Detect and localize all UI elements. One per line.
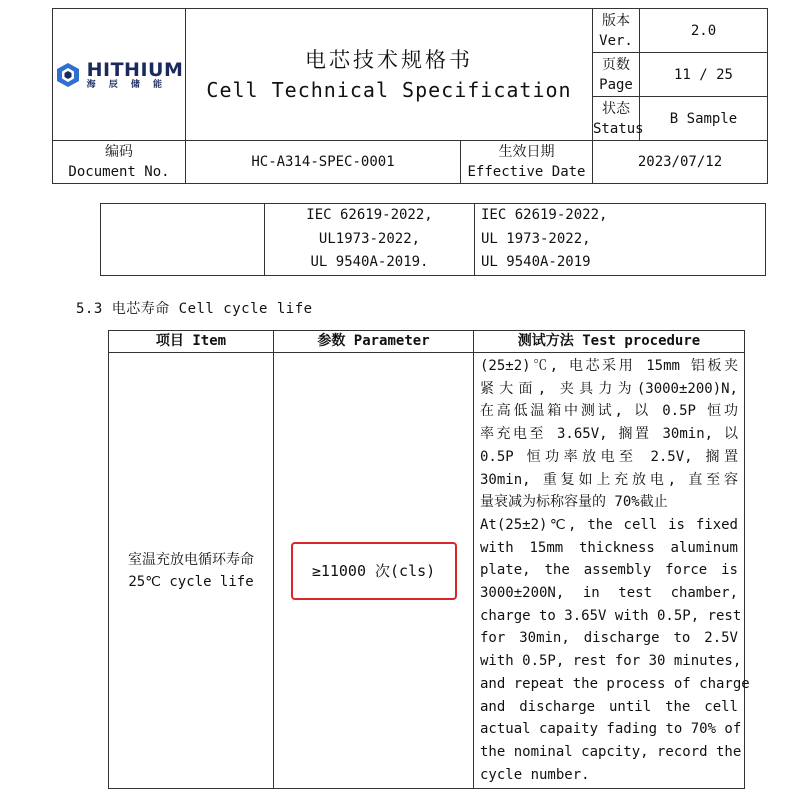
page-label [593, 53, 640, 97]
standard-line: IEC 62619-2022, [306, 207, 433, 223]
effective-date-label-cn: 生效日期 [498, 144, 555, 160]
standard-line: UL 9540A-2019 [481, 254, 591, 270]
brand-subtitle: 海 辰 储 能 [86, 79, 168, 90]
document-header [52, 8, 768, 184]
status-label [593, 97, 644, 141]
procedure-line: 在高低温箱中测试, 以 0.5P 恒功 [480, 403, 738, 420]
section-heading: 5.3 电芯寿命 Cell cycle life [76, 301, 313, 317]
procedure-line: cycle number. [480, 766, 590, 783]
page-label-en: Page [599, 76, 633, 93]
page-value: 11 / 25 [640, 53, 768, 97]
hexagon-logo-icon [55, 62, 81, 88]
procedure-line: 率充电至 3.65V, 搁置 30min, 以 [480, 426, 738, 443]
status-label-en: Status [593, 120, 644, 137]
procedure-line: 30min, 重复如上充放电, 直至容 [480, 471, 738, 488]
procedure-cell [474, 353, 750, 789]
column-header-item: 项目 Item [109, 331, 274, 353]
document-no-label-cn: 编码 [105, 144, 133, 160]
procedure-line: and discharge until the cell [480, 698, 738, 715]
standards-cell-3 [475, 204, 766, 276]
column-header-procedure: 测试方法 Test procedure [474, 331, 745, 353]
standard-line: UL 1973-2022, [481, 230, 591, 247]
company-logo [53, 60, 185, 90]
highlighted-parameter: ≥11000 次(cls) [291, 542, 457, 600]
version-value: 2.0 [640, 9, 768, 53]
procedure-line: 0.5P 恒功率放电至 2.5V, 搁置 [480, 448, 738, 465]
procedure-line: 3000±200N, in test chamber, [480, 585, 738, 602]
brand-name: HITHIUM [86, 58, 184, 81]
procedure-line: At(25±2)℃, the cell is fixed [480, 516, 738, 533]
status-value: B Sample [640, 97, 768, 141]
document-title-cell [186, 9, 593, 141]
page-label-cn: 页数 [602, 56, 630, 73]
effective-date-label [461, 141, 593, 184]
document-no-label-en: Document No. [68, 164, 170, 180]
standard-line: UL 9540A-2019. [310, 254, 429, 270]
logo-cell [53, 9, 186, 141]
effective-date-value: 2023/07/12 [593, 141, 768, 184]
item-cell [109, 353, 274, 789]
procedure-text [480, 355, 750, 786]
document-title-en: Cell Technical Specification [206, 77, 572, 102]
item-line-en: 25℃ cycle life [128, 573, 254, 590]
procedure-line: and repeat the process of charge [480, 675, 750, 692]
column-header-parameter: 参数 Parameter [274, 331, 474, 353]
parameter-cell [274, 353, 474, 789]
procedure-line: with 0.5P, rest for 30 minutes, [480, 653, 742, 670]
standards-table [100, 203, 766, 276]
standard-line: IEC 62619-2022, [481, 207, 608, 223]
standards-empty-cell [101, 204, 265, 276]
procedure-line: actual capaity fading to 70% of [480, 721, 742, 738]
version-label-cn: 版本 [602, 12, 630, 29]
procedure-line: 量衰减为标称容量的 70%截止 [480, 494, 668, 511]
item-line-cn: 室温充放电循环寿命 [128, 551, 254, 568]
procedure-line: plate, the assembly force is [480, 562, 738, 579]
procedure-line: (25±2)℃, 电芯采用 15mm 铝板夹 [480, 358, 738, 374]
procedure-line: the nominal capcity, record the [480, 743, 742, 760]
document-no-value: HC-A314-SPEC-0001 [186, 141, 461, 184]
version-label-en: Ver. [599, 32, 633, 49]
standard-line: UL1973-2022, [318, 230, 421, 247]
procedure-line: 紧大面, 夹具力为(3000±200)N, [480, 380, 738, 397]
document-title-cn: 电芯技术规格书 [305, 47, 473, 72]
procedure-line: charge to 3.65V with 0.5P, rest [480, 607, 742, 624]
version-label [593, 9, 640, 53]
standards-cell-2 [265, 204, 475, 276]
status-label-cn: 状态 [602, 100, 630, 117]
effective-date-label-en: Effective Date [467, 164, 586, 180]
cycle-life-table [108, 330, 750, 789]
document-no-label [53, 141, 186, 184]
procedure-line: with 15mm thickness aluminum [480, 539, 738, 556]
procedure-line: for 30min, discharge to 2.5V [480, 630, 738, 647]
